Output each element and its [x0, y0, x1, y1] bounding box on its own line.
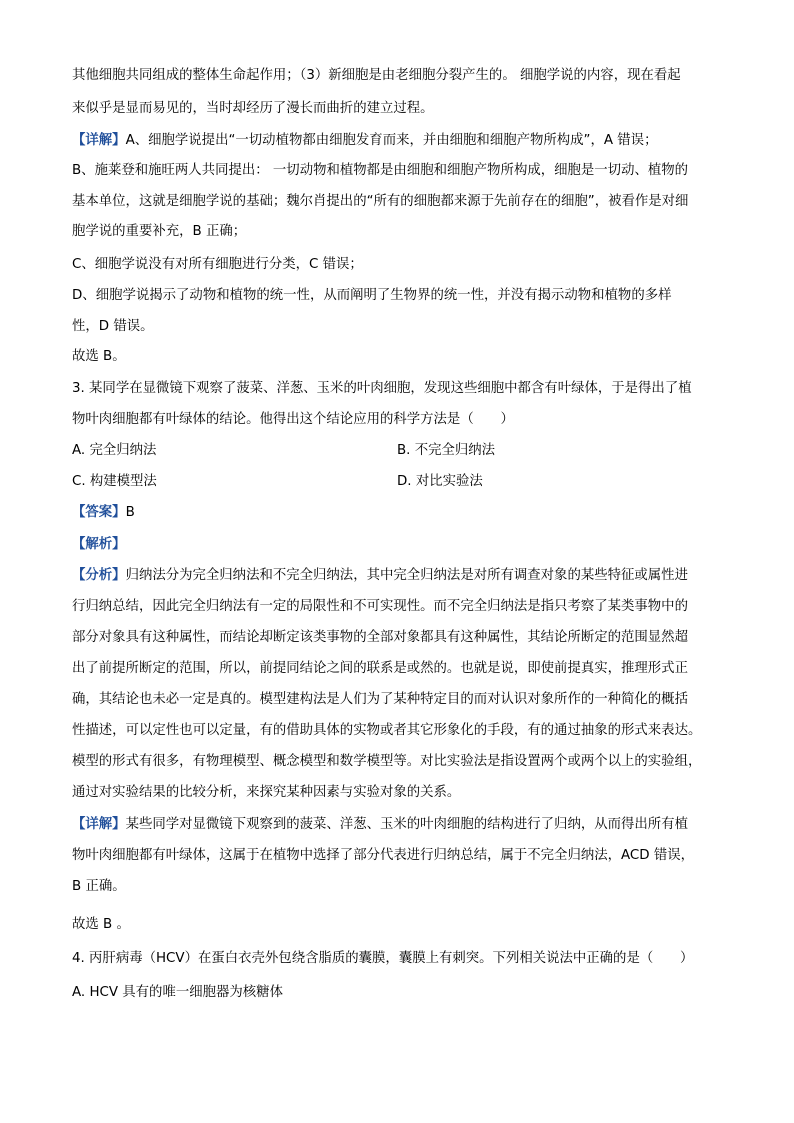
text-line: 其他细胞共同组成的整体生命起作用；（3）新细胞是由老细胞分裂产生的。 细胞学说的内容，现在看起 — [72, 68, 681, 83]
option-a: A. HCV 具有的唯一细胞器为核糖体 — [72, 985, 283, 1000]
question-line: 3. 某同学在显微镜下观察了菠菜、洋葱、玉米的叶肉细胞，发现这些细胞中都含有叶绿体，于是得出了植 — [72, 381, 692, 396]
text-line: 部分对象具有这种属性，而结论却断定该类事物的全部对象都具有这种属性，其结论所断定的范围显然超 — [72, 630, 688, 645]
text-line: 物叶肉细胞都有叶绿体，这属于在植物中选择了部分代表进行归纳总结，属于不完全归纳法，ACD 错误， — [72, 848, 695, 863]
text-line: 胞学说的重要补充，B 正确； — [72, 224, 247, 239]
conclusion-line: 故选 B。 — [72, 349, 126, 364]
answer-line: 【答案】B — [72, 505, 135, 520]
text-line: 通过对实验结果的比较分析，来探究某种因素与实验对象的关系。 — [72, 785, 461, 800]
text-line: B、施莱登和施旺两人共同提出： 一切动物和植物都是由细胞和细胞产物所构成，细胞是一切动、植物的 — [72, 163, 689, 178]
conclusion-line: 故选 B 。 — [72, 917, 130, 932]
text-line: 来似乎是显而易见的，当时却经历了漫长而曲折的建立过程。 — [72, 101, 434, 116]
question-line: 物叶肉细胞都有叶绿体的结论。他得出这个结论应用的科学方法是（ ） — [72, 412, 514, 427]
option-a: A. 完全归纳法 — [72, 443, 157, 458]
text-line: 出了前提所断定的范围，所以，前提同结论之间的联系是或然的。也就是说，即使前提真实，推理形式正 — [72, 661, 688, 676]
question-line: 4. 丙肝病毒（HCV）在蛋白衣壳外包绕含脂质的囊膜，囊膜上有刺突。下列相关说法中正确的是（ ） — [72, 951, 694, 966]
option-d: D. 对比实验法 — [397, 474, 483, 489]
text-line: 性，D 错误。 — [72, 319, 154, 334]
text-line: 基本单位，这就是细胞学说的基础；魏尔肖提出的“所有的细胞都来源于先前存在的细胞”，被看作是对细 — [72, 194, 689, 209]
text-line: 模型的形式有很多，有物理模型、概念模型和数学模型等。对比实验法是指设置两个或两个以上的实验组， — [72, 754, 702, 769]
analysis-line: 【分析】归纳法分为完全归纳法和不完全归纳法，其中完全归纳法是对所有调查对象的某些特征或属性进 — [72, 568, 688, 583]
option-b: B. 不完全归纳法 — [397, 443, 496, 458]
text-line: B 正确。 — [72, 879, 126, 894]
text-line: 行归纳总结，因此完全归纳法有一定的局限性和不可实现性。而不完全归纳法是指只考察了某类事物中的 — [72, 599, 688, 614]
text-line: C、细胞学说没有对所有细胞进行分类，C 错误； — [72, 257, 363, 272]
text-line: D、细胞学说揭示了动物和植物的统一性，从而阐明了生物界的统一性，并没有揭示动物和植物的多样 — [72, 288, 672, 303]
text-line: 确，其结论也未必一定是真的。模型建构法是人们为了某种特定目的而对认识对象所作的一种简化的概括 — [72, 692, 688, 707]
text-line: 性描述，可以定性也可以定量，有的借助具体的实物或者其它形象化的手段，有的通过抽象的形式来表达。 — [72, 723, 702, 738]
analysis-heading: 【解析】 — [72, 537, 126, 552]
detail-line: 【详解】A、细胞学说提出“一切动植物都由细胞发育而来，并由细胞和细胞产物所构成”，A 错误； — [72, 133, 658, 148]
detail-line: 【详解】某些同学对显微镜下观察到的菠菜、洋葱、玉米的叶肉细胞的结构进行了归纳，从而得出所有植 — [72, 817, 688, 832]
option-c: C. 构建模型法 — [72, 474, 157, 489]
